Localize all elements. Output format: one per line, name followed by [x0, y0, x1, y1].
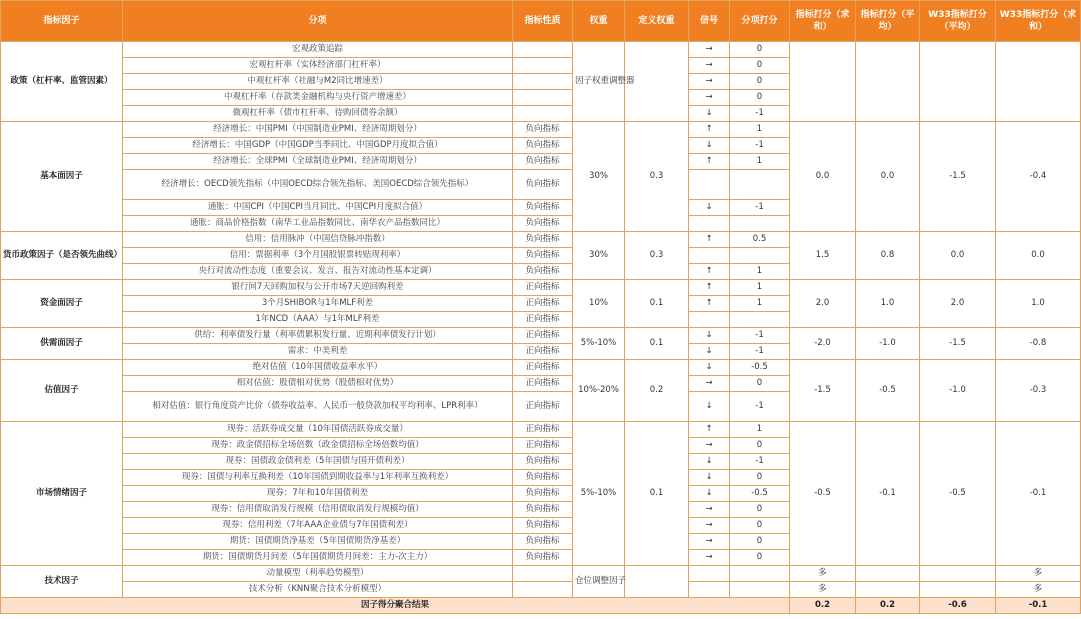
- w33-sum: -0.1: [996, 422, 1081, 566]
- indicator-nature: [513, 74, 573, 90]
- sub-score: -1: [730, 138, 790, 154]
- sub-item: 现券：政金债招标全场倍数（政金债招标全场倍数均值）: [123, 438, 513, 454]
- sub-score: 1: [730, 264, 790, 280]
- indicator-nature: 正向指标: [513, 360, 573, 376]
- column-header: 分项打分: [730, 1, 790, 42]
- indicator-avg: 0.0: [856, 122, 920, 232]
- sub-score: 0: [730, 58, 790, 74]
- column-header: W33指标打分（求和）: [996, 1, 1081, 42]
- sub-score: 0: [730, 502, 790, 518]
- w33-sum: 多: [996, 582, 1081, 598]
- defined-weight: 0.3: [625, 122, 689, 232]
- indicator-sum: 2.0: [790, 280, 856, 328]
- sub-score: 1: [730, 296, 790, 312]
- signal-arrow: →: [689, 502, 730, 518]
- sub-score: [730, 248, 790, 264]
- sub-item: 通胀：中国CPI（中国CPI当月同比、中国CPI月度拟合值）: [123, 200, 513, 216]
- indicator-nature: 负向指标: [513, 154, 573, 170]
- defined-weight: 0.1: [625, 280, 689, 328]
- signal-arrow: [689, 566, 730, 582]
- sub-score: 0: [730, 74, 790, 90]
- signal-arrow: →: [689, 438, 730, 454]
- signal-arrow: →: [689, 376, 730, 392]
- w33-sum: 0.0: [996, 232, 1081, 280]
- defined-weight: [625, 566, 689, 598]
- factor-weight: 30%: [573, 122, 625, 232]
- indicator-nature: [513, 566, 573, 582]
- signal-arrow: ↓: [689, 392, 730, 422]
- sub-item: 现券：活跃券成交量（10年国债活跃券成交量）: [123, 422, 513, 438]
- sub-item: 央行对流动性态度（重要会议、发言、报告对流动性基本定调）: [123, 264, 513, 280]
- table-header: [1, 1, 1081, 42]
- sub-item: 经济增长：中国GDP（中国GDP当季同比、中国GDP月度拟合值）: [123, 138, 513, 154]
- sub-score: [730, 216, 790, 232]
- indicator-avg: -0.5: [856, 360, 920, 422]
- factor-name: 供需面因子: [1, 328, 123, 360]
- indicator-nature: 负向指标: [513, 248, 573, 264]
- indicator-nature: 负向指标: [513, 518, 573, 534]
- table-row: [1, 122, 1081, 138]
- indicator-nature: 负向指标: [513, 122, 573, 138]
- sub-score: 1: [730, 422, 790, 438]
- factor-weight: 5%-10%: [573, 328, 625, 360]
- sub-item: 信用：票据利率（3个月国股银票转贴现利率）: [123, 248, 513, 264]
- sub-item: 3个月SHIBOR与1年MLF利差: [123, 296, 513, 312]
- signal-arrow: ↑: [689, 296, 730, 312]
- table-body: [1, 42, 1081, 614]
- sub-score: 0: [730, 550, 790, 566]
- factor-name: 政策（杠杆率、监管因素）: [1, 42, 123, 122]
- sub-item: 中观杠杆率（社融与M2同比增速差）: [123, 74, 513, 90]
- sub-score: -0.5: [730, 486, 790, 502]
- signal-arrow: [689, 216, 730, 232]
- indicator-nature: 正向指标: [513, 280, 573, 296]
- indicator-nature: 正向指标: [513, 392, 573, 422]
- indicator-nature: 正向指标: [513, 312, 573, 328]
- indicator-nature: 负向指标: [513, 454, 573, 470]
- signal-arrow: ↓: [689, 486, 730, 502]
- indicator-nature: [513, 58, 573, 74]
- sub-item: 经济增长：中国PMI（中国制造业PMI、经济周期划分）: [123, 122, 513, 138]
- column-header: 指标打分（求和）: [790, 1, 856, 42]
- indicator-nature: 负向指标: [513, 550, 573, 566]
- signal-arrow: ↑: [689, 264, 730, 280]
- signal-arrow: ↓: [689, 360, 730, 376]
- signal-arrow: ↓: [689, 106, 730, 122]
- column-header: W33指标打分（平均）: [920, 1, 996, 42]
- signal-arrow: →: [689, 74, 730, 90]
- w33-avg: 2.0: [920, 280, 996, 328]
- sub-score: [730, 582, 790, 598]
- indicator-sum: 多: [790, 582, 856, 598]
- factor-name: 基本面因子: [1, 122, 123, 232]
- sub-score: 0: [730, 42, 790, 58]
- indicator-nature: 负向指标: [513, 534, 573, 550]
- sub-score: 0: [730, 534, 790, 550]
- indicator-sum: 1.5: [790, 232, 856, 280]
- table-row: [1, 360, 1081, 376]
- indicator-nature: [513, 90, 573, 106]
- sub-score: -1: [730, 392, 790, 422]
- signal-arrow: [689, 312, 730, 328]
- column-header: 信号: [689, 1, 730, 42]
- indicator-sum: [790, 42, 856, 122]
- sub-item: 现券：国债政金债利差（5年国债与国开债利差）: [123, 454, 513, 470]
- sub-score: -1: [730, 454, 790, 470]
- sub-item: 期货：国债期货月间差（5年国债期货月间差：主力-次主力）: [123, 550, 513, 566]
- indicator-nature: [513, 106, 573, 122]
- sub-score: 1: [730, 122, 790, 138]
- sub-score: 0: [730, 376, 790, 392]
- indicator-avg: [856, 566, 920, 582]
- factor-weight: 仓位调整因子: [573, 566, 625, 598]
- signal-arrow: ↑: [689, 422, 730, 438]
- aggregate-row: [1, 598, 1081, 614]
- indicator-nature: 负向指标: [513, 486, 573, 502]
- factor-name: 技术因子: [1, 566, 123, 598]
- sub-item: 动量模型（利率趋势模型）: [123, 566, 513, 582]
- sub-item: 需求：中美利差: [123, 344, 513, 360]
- signal-arrow: ↓: [689, 328, 730, 344]
- signal-arrow: →: [689, 534, 730, 550]
- indicator-nature: [513, 42, 573, 58]
- w33-avg: [920, 42, 996, 122]
- signal-arrow: ↑: [689, 280, 730, 296]
- sub-item: 微观杠杆率（债市杠杆率、待购回债券余额）: [123, 106, 513, 122]
- indicator-nature: 正向指标: [513, 422, 573, 438]
- w33-sum: -0.3: [996, 360, 1081, 422]
- w33-sum: 1.0: [996, 280, 1081, 328]
- defined-weight: 0.1: [625, 422, 689, 566]
- factor-name: 估值因子: [1, 360, 123, 422]
- sub-score: [730, 170, 790, 200]
- sub-item: 技术分析（KNN聚合技术分析模型）: [123, 582, 513, 598]
- sub-score: -1: [730, 344, 790, 360]
- factor-name: 货币政策因子（是否领先曲线）: [1, 232, 123, 280]
- w33-avg: -1.5: [920, 122, 996, 232]
- w33-avg: 0.0: [920, 232, 996, 280]
- table-row: [1, 42, 1081, 58]
- w33-avg: -1.5: [920, 328, 996, 360]
- sub-item: 供给：利率债发行量（利率债累积发行量、近期利率债发行计划）: [123, 328, 513, 344]
- indicator-avg: [856, 42, 920, 122]
- sub-item: 信用：信用脉冲（中国信贷脉冲指数）: [123, 232, 513, 248]
- factor-weight: 因子权重调整器: [573, 42, 625, 122]
- signal-arrow: →: [689, 58, 730, 74]
- sub-item: 宏观政策追踪: [123, 42, 513, 58]
- table-row: [1, 566, 1081, 582]
- sub-item: 相对估值：银行角度资产比价（债券收益率、人民币一般贷款加权平均利率、LPR利率）: [123, 392, 513, 422]
- sub-score: 1: [730, 280, 790, 296]
- indicator-nature: 负向指标: [513, 470, 573, 486]
- indicator-nature: 正向指标: [513, 296, 573, 312]
- table-row: [1, 280, 1081, 296]
- column-header: 指标性质: [513, 1, 573, 42]
- signal-arrow: ↑: [689, 232, 730, 248]
- indicator-avg: 0.8: [856, 232, 920, 280]
- signal-arrow: →: [689, 42, 730, 58]
- sub-item: 经济增长：OECD领先指标（中国OECD综合领先指标、美国OECD综合领先指标）: [123, 170, 513, 200]
- sub-item: 银行间7天回购加权与公开市场7天逆回购利差: [123, 280, 513, 296]
- sub-score: 0: [730, 438, 790, 454]
- indicator-nature: 正向指标: [513, 376, 573, 392]
- indicator-nature: 负向指标: [513, 232, 573, 248]
- factor-weight: 5%-10%: [573, 422, 625, 566]
- w33-avg: -1.0: [920, 360, 996, 422]
- w33-sum: [996, 42, 1081, 122]
- sub-item: 宏观杠杆率（实体经济部门杠杆率）: [123, 58, 513, 74]
- sub-score: [730, 566, 790, 582]
- aggregate-avg: 0.2: [856, 598, 920, 614]
- signal-arrow: ↓: [689, 138, 730, 154]
- indicator-nature: [513, 582, 573, 598]
- indicator-nature: 负向指标: [513, 200, 573, 216]
- indicator-nature: 正向指标: [513, 328, 573, 344]
- table-row: [1, 582, 1081, 598]
- signal-arrow: [689, 582, 730, 598]
- column-header: 定义权重: [625, 1, 689, 42]
- w33-sum: 多: [996, 566, 1081, 582]
- sub-score: 0: [730, 470, 790, 486]
- indicator-sum: 0.0: [790, 122, 856, 232]
- indicator-sum: -0.5: [790, 422, 856, 566]
- indicator-sum: 多: [790, 566, 856, 582]
- signal-arrow: [689, 170, 730, 200]
- indicator-nature: 负向指标: [513, 170, 573, 200]
- sub-score: -1: [730, 200, 790, 216]
- factor-name: 市场情绪因子: [1, 422, 123, 566]
- indicator-avg: [856, 582, 920, 598]
- indicator-nature: 负向指标: [513, 502, 573, 518]
- column-header: 指标打分（平均）: [856, 1, 920, 42]
- factor-weight: 10%: [573, 280, 625, 328]
- indicator-nature: 负向指标: [513, 264, 573, 280]
- table-row: [1, 328, 1081, 344]
- sub-score: -0.5: [730, 360, 790, 376]
- aggregate-w33-avg: -0.6: [920, 598, 996, 614]
- sub-item: 期货：国债期货净基差（5年国债期货净基差）: [123, 534, 513, 550]
- sub-score: 0: [730, 90, 790, 106]
- sub-item: 现券：信用债取消发行规模（信用债取消发行规模均值）: [123, 502, 513, 518]
- signal-arrow: →: [689, 518, 730, 534]
- sub-score: 0: [730, 518, 790, 534]
- defined-weight: 0.2: [625, 360, 689, 422]
- aggregate-w33-sum: -0.1: [996, 598, 1081, 614]
- defined-weight: 0.1: [625, 328, 689, 360]
- sub-score: -1: [730, 328, 790, 344]
- sub-item: 通胀：商品价格指数（南华工业品指数同比、南华农产品指数同比）: [123, 216, 513, 232]
- sub-item: 现券：信用利差（7年AAA企业债与7年国债利差）: [123, 518, 513, 534]
- signal-arrow: ↑: [689, 122, 730, 138]
- defined-weight: 0.3: [625, 232, 689, 280]
- indicator-sum: -2.0: [790, 328, 856, 360]
- w33-avg: [920, 582, 996, 598]
- w33-avg: -0.5: [920, 422, 996, 566]
- sub-score: 1: [730, 154, 790, 170]
- signal-arrow: →: [689, 550, 730, 566]
- w33-avg: [920, 566, 996, 582]
- indicator-avg: -1.0: [856, 328, 920, 360]
- sub-item: 现券：7年和10年国债利差: [123, 486, 513, 502]
- factor-name: 资金面因子: [1, 280, 123, 328]
- sub-item: 绝对估值（10年国债收益率水平）: [123, 360, 513, 376]
- w33-sum: -0.4: [996, 122, 1081, 232]
- column-header: 权重: [573, 1, 625, 42]
- indicator-nature: 正向指标: [513, 438, 573, 454]
- w33-sum: -0.8: [996, 328, 1081, 360]
- aggregate-label: 因子得分聚合结果: [1, 598, 790, 614]
- signal-arrow: ↓: [689, 344, 730, 360]
- table-row: [1, 422, 1081, 438]
- sub-item: 经济增长：全球PMI（全球制造业PMI、经济周期划分）: [123, 154, 513, 170]
- indicator-avg: 1.0: [856, 280, 920, 328]
- indicator-nature: 正向指标: [513, 344, 573, 360]
- signal-arrow: ↓: [689, 200, 730, 216]
- indicator-sum: -1.5: [790, 360, 856, 422]
- sub-item: 1年NCD（AAA）与1年MLF利差: [123, 312, 513, 328]
- signal-arrow: →: [689, 90, 730, 106]
- indicator-nature: 负向指标: [513, 216, 573, 232]
- sub-score: 0.5: [730, 232, 790, 248]
- sub-score: [730, 312, 790, 328]
- sub-item: 现券：国债与利率互换利差（10年国债到期收益率与1年利率互换利差）: [123, 470, 513, 486]
- aggregate-sum: 0.2: [790, 598, 856, 614]
- table-row: [1, 232, 1081, 248]
- signal-arrow: [689, 248, 730, 264]
- factor-weight: 30%: [573, 232, 625, 280]
- sub-score: -1: [730, 106, 790, 122]
- sub-item: 中观杠杆率（存款类金融机构与央行资产增速差）: [123, 90, 513, 106]
- indicator-nature: 负向指标: [513, 138, 573, 154]
- column-header: 指标因子: [1, 1, 123, 42]
- factor-weight: 10%-20%: [573, 360, 625, 422]
- indicator-avg: -0.1: [856, 422, 920, 566]
- column-header: 分项: [123, 1, 513, 42]
- signal-arrow: ↑: [689, 154, 730, 170]
- sub-item: 相对估值：股债相对优势（股债相对优势）: [123, 376, 513, 392]
- signal-arrow: ↓: [689, 454, 730, 470]
- signal-arrow: ↓: [689, 470, 730, 486]
